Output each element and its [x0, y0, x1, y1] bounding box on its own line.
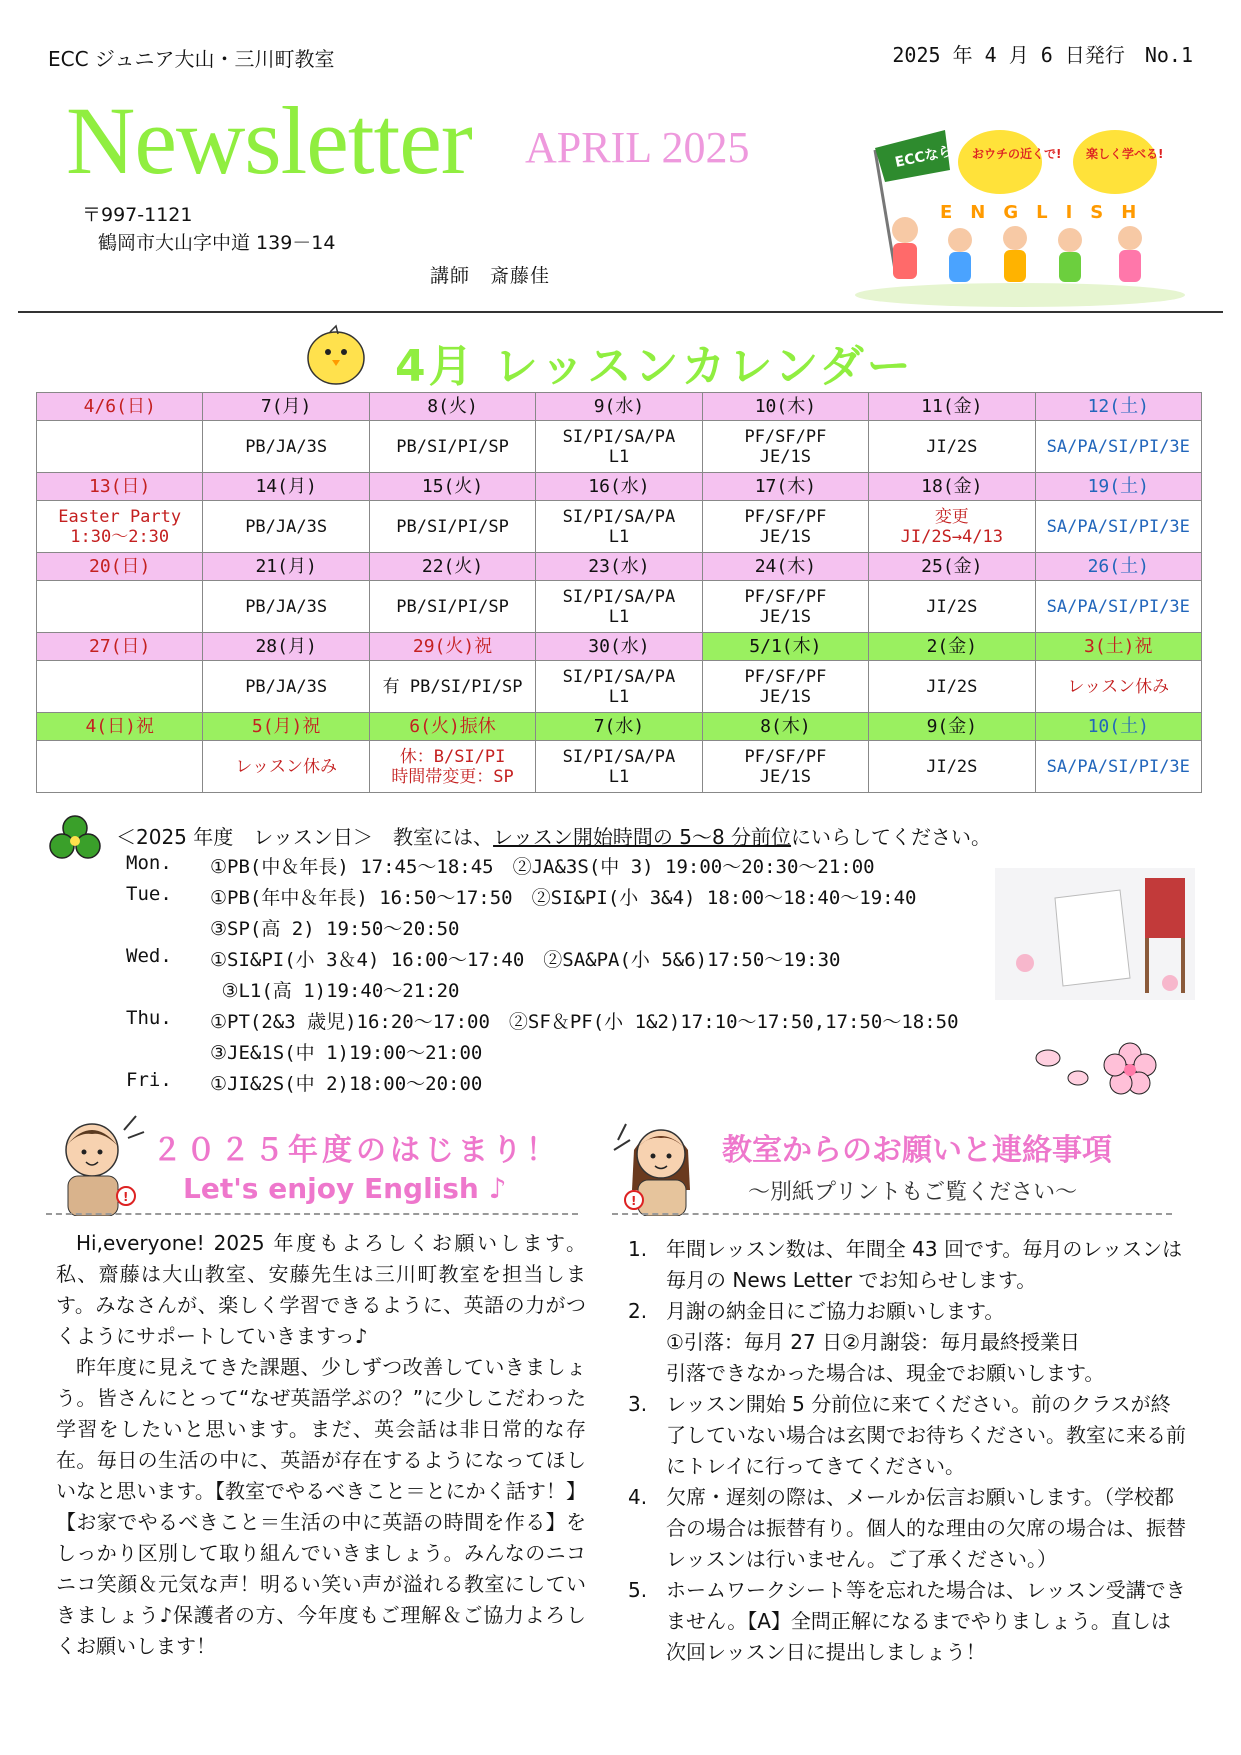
desk-calendar-photo [995, 868, 1195, 1000]
svg-text:!: ! [123, 1190, 129, 1204]
lesson-days-heading [116, 821, 991, 850]
calendar-date-cell: 4(日)祝 [37, 713, 203, 741]
school-name: ECC ジュニア大山・三川町教室 [48, 47, 335, 71]
calendar-date-cell: 2(金) [869, 633, 1035, 661]
girl-teacher-illustration [610, 1110, 716, 1216]
calendar-class-cell: SI/PI/SA/PA L1 [536, 741, 702, 793]
calendar-date-row [37, 553, 1202, 581]
calendar-class-cell: PB/SI/PI/SP [369, 501, 535, 553]
schedule-day: Mon. [126, 852, 172, 874]
kids-illustration [850, 120, 1190, 310]
newsletter-month: APRIL 2025 [525, 123, 750, 172]
bubble-2: 楽しく学べる! [1086, 147, 1164, 161]
postal-code: 〒997-1121 [82, 204, 193, 226]
calendar-class-row [37, 421, 1202, 473]
calendar-class-cell: SI/PI/SA/PA L1 [536, 581, 702, 633]
schedule-row [126, 945, 959, 976]
calendar-class-cell: PF/SF/PF JE/1S [702, 501, 868, 553]
bubble-1: おウチの近くで! [972, 147, 1062, 161]
calendar-date-cell: 10(木) [702, 393, 868, 421]
calendar-class-cell: PF/SF/PF JE/1S [702, 581, 868, 633]
calendar-class-cell [37, 741, 203, 793]
teacher-name: 講師 斎藤佳 [430, 265, 551, 287]
calendar-class-row [37, 501, 1202, 553]
calendar-date-row [37, 713, 1202, 741]
schedule-day [126, 914, 210, 945]
calendar-class-cell: SA/PA/SI/PI/3E [1035, 581, 1201, 633]
schedule-row [126, 883, 959, 914]
calendar-class-cell: PF/SF/PF JE/1S [702, 421, 868, 473]
schedule-row [126, 1069, 959, 1100]
calendar-date-cell: 27(日) [37, 633, 203, 661]
notice-text: 欠席・遅刻の際は、メールか伝言お願いします。（学校都合の場合は振替有り。個人的な理由の欠席の場合は、振替レッスンは行いません。ご了承ください。） [666, 1485, 1186, 1571]
calendar-class-cell: JI/2S [869, 741, 1035, 793]
calendar-date-row [37, 473, 1202, 501]
schedule-times: ①PB(中＆年長) 17:45～18:45 ②JA&3S(中 3) 19:00～20:30～21:00 [210, 856, 875, 878]
calendar-class-row [37, 741, 1202, 793]
notice-text: 月謝の納金日にご協力お願いします。 ①引落：毎月 27 日②月謝袋：毎月最終授業日 引落できなかった場合は、現金でお願いします。 [666, 1299, 1105, 1385]
calendar-class-cell: Easter Party 1:30～2:30 [37, 501, 203, 553]
calendar-date-cell: 6(火)振休 [369, 713, 535, 741]
schedule-day: Thu. [126, 1007, 172, 1029]
schedule-row [126, 976, 959, 1007]
notice-number: 5. [628, 1578, 648, 1602]
calendar-class-cell: SA/PA/SI/PI/3E [1035, 741, 1201, 793]
calendar-date-cell: 28(月) [203, 633, 369, 661]
notice-number: 1. [628, 1237, 648, 1261]
calendar-class-cell: 休：B/SI/PI 時間帯変更：SP [369, 741, 535, 793]
calendar-date-cell: 14(月) [203, 473, 369, 501]
flag-text: ECCなら [893, 143, 954, 171]
schedule-day [126, 976, 210, 1007]
calendar-date-cell: 12(土) [1035, 393, 1201, 421]
calendar-date-cell: 7(月) [203, 393, 369, 421]
schedule-row [126, 1007, 959, 1038]
right-subheading: ～別紙プリントもご覧ください～ [748, 1180, 1078, 1205]
calendar-date-cell: 25(金) [869, 553, 1035, 581]
greeting-paragraph-1: Hi,everyone! 2025 年度もよろしくお願いします。私、齋藤は大山教室、安藤先生は三川町教室を担当します。みなさんが、楽しく学習できるように、英語の力がつくようにサポートしていきますっ♪ [56, 1231, 586, 1348]
notice-number: 3. [628, 1392, 648, 1416]
schedule-row [126, 852, 959, 883]
calendar-date-cell: 15(火) [369, 473, 535, 501]
notice-text: 年間レッスン数は、年間全 43 回です。毎月のレッスンは毎月の News Letter でお知らせします。 [666, 1237, 1183, 1292]
right-heading: 教室からのお願いと連絡事項 [722, 1133, 1112, 1168]
header-divider [18, 311, 1223, 313]
calendar-date-cell: 24(木) [702, 553, 868, 581]
sakura-icon [1030, 1038, 1170, 1102]
calendar-date-cell: 5/1(木) [702, 633, 868, 661]
calendar-class-cell [37, 581, 203, 633]
calendar-date-cell: 8(火) [369, 393, 535, 421]
calendar-class-cell: PB/JA/3S [203, 501, 369, 553]
schedule-row [126, 914, 959, 945]
calendar-class-cell: PB/SI/PI/SP [369, 581, 535, 633]
address: 鶴岡市大山字中道 139－14 [98, 232, 336, 254]
calendar-date-cell: 29(火)祝 [369, 633, 535, 661]
calendar-date-cell: 5(月)祝 [203, 713, 369, 741]
calendar-date-cell: 7(水) [536, 713, 702, 741]
calendar-date-row [37, 393, 1202, 421]
calendar-date-cell: 20(日) [37, 553, 203, 581]
calendar-date-cell: 19(土) [1035, 473, 1201, 501]
left-subheading: Let's enjoy English ♪ [183, 1172, 507, 1205]
calendar-date-row [37, 633, 1202, 661]
issue-date: 2025 年 4 月 6 日発行 No.1 [892, 43, 1193, 67]
schedule-times: ①SI&PI(小 3＆4) 16:00～17:40 ②SA&PA(小 5&6)17:50～19:30 [210, 949, 841, 971]
calendar-date-cell: 3(土)祝 [1035, 633, 1201, 661]
calendar-class-cell: レッスン休み [203, 741, 369, 793]
calendar-date-cell: 9(金) [869, 713, 1035, 741]
calendar-class-cell: PB/JA/3S [203, 421, 369, 473]
calendar-class-cell: SI/PI/SA/PA L1 [536, 661, 702, 713]
calendar-class-cell: 変更 JI/2S→4/13 [869, 501, 1035, 553]
schedule-times: ①PB(年中＆年長) 16:50～17:50 ②SI&PI(小 3&4) 18:00～18:40～19:40 [210, 887, 917, 909]
notice-text: レッスン開始 5 分前位に来てください。前のクラスが終了していない場合は玄関でお待ちください。教室に来る前にトレイに行ってきてください。 [666, 1392, 1186, 1478]
calendar-class-cell: PF/SF/PF JE/1S [702, 741, 868, 793]
right-divider [612, 1213, 1172, 1215]
svg-text:!: ! [631, 1194, 637, 1208]
notice-item [628, 1482, 1188, 1575]
greeting-paragraph-2: 昨年度に見えてきた課題、少しずつ改善していきましょう。皆さんにとって“なぜ英語学ぶの？”に少しこだわった学習をしたいと思います。まだ、英会話は非日常的な存在。毎日の生活の中に、英語が存在するようになってほしいなと思います。【教室でやるべきこと＝とにかく話す！】【お家でやるべきこと＝生活の中に英語の時間を作る】をしっかり区別して取り組んでいきましょう。みんなのニコニコ笑顔＆元気な声！明るい笑い声が溢れる教室にしていきましょう♪保護者の方、今年度もご理解＆ご協力よろしくお願いします！ [56, 1355, 586, 1658]
calendar-date-cell: 22(火) [369, 553, 535, 581]
schedule-day: Wed. [126, 945, 172, 967]
schedule-day: Tue. [126, 883, 172, 905]
chick-icon [300, 322, 372, 388]
left-divider [46, 1213, 578, 1215]
calendar-class-row [37, 581, 1202, 633]
calendar-class-cell: SA/PA/SI/PI/3E [1035, 501, 1201, 553]
calendar-title: 4月 レッスンカレンダー [395, 341, 914, 392]
notice-number: 2. [628, 1299, 648, 1323]
lesson-head-b: レッスン開始時間の 5～8 分前位 [493, 825, 792, 849]
calendar-date-cell: 16(水) [536, 473, 702, 501]
calendar-class-cell: PB/JA/3S [203, 661, 369, 713]
notice-item [628, 1575, 1188, 1668]
calendar-class-cell: PF/SF/PF JE/1S [702, 661, 868, 713]
schedule-times: ①PT(2&3 歳児)16:20～17:00 ②SF＆PF(小 1&2)17:10～17:50,17:50～18:50 [210, 1011, 959, 1033]
calendar-class-cell: SI/PI/SA/PA L1 [536, 501, 702, 553]
schedule-times: ③L1(高 1)19:40～21:20 [210, 980, 460, 1002]
left-heading: ２０２５年度のはじまり！ [152, 1133, 560, 1168]
notice-item [628, 1296, 1188, 1389]
calendar-date-cell: 18(金) [869, 473, 1035, 501]
schedule-day [126, 1038, 210, 1069]
calendar-class-cell: 有 PB/SI/PI/SP [369, 661, 535, 713]
calendar-class-cell: レッスン休み [1035, 661, 1201, 713]
lesson-head-a: ＜2025 年度 レッスン日＞ 教室には、 [116, 825, 494, 849]
lesson-calendar [36, 392, 1202, 793]
calendar-class-cell: SA/PA/SI/PI/3E [1035, 421, 1201, 473]
notice-list [628, 1234, 1188, 1668]
calendar-class-row [37, 661, 1202, 713]
calendar-class-cell: PB/SI/PI/SP [369, 421, 535, 473]
schedule-row [126, 1038, 959, 1069]
calendar-class-cell: JI/2S [869, 421, 1035, 473]
calendar-class-cell: JI/2S [869, 581, 1035, 633]
calendar-date-cell: 10(土) [1035, 713, 1201, 741]
schedule-times: ①JI&2S(中 2)18:00～20:00 [210, 1073, 483, 1095]
calendar-date-cell: 4/6(日) [37, 393, 203, 421]
schedule-day: Fri. [126, 1069, 172, 1091]
newsletter-title: Newsletter [66, 87, 472, 194]
notice-text: ホームワークシート等を忘れた場合は、レッスン受講できません。【A】全問正解になるまでやりましょう。直しは次回レッスン日に提出しましょう！ [666, 1578, 1186, 1664]
calendar-date-cell: 13(日) [37, 473, 203, 501]
english-letters: ENGLISH [940, 202, 1155, 223]
clover-icon [46, 812, 104, 870]
calendar-date-cell: 9(水) [536, 393, 702, 421]
schedule-times: ③SP(高 2) 19:50～20:50 [210, 918, 460, 940]
calendar-date-cell: 26(土) [1035, 553, 1201, 581]
calendar-date-cell: 8(木) [702, 713, 868, 741]
schedule-times: ③JE&1S(中 1)19:00～21:00 [210, 1042, 483, 1064]
greeting-text [56, 1228, 586, 1662]
calendar-date-cell: 21(月) [203, 553, 369, 581]
notice-item [628, 1234, 1188, 1296]
calendar-class-cell: SI/PI/SA/PA L1 [536, 421, 702, 473]
calendar-date-cell: 11(金) [869, 393, 1035, 421]
calendar-class-cell [37, 661, 203, 713]
calendar-class-cell [37, 421, 203, 473]
lesson-head-c: にいらしてください。 [791, 825, 992, 849]
calendar-class-cell: JI/2S [869, 661, 1035, 713]
notice-item [628, 1389, 1188, 1482]
boy-teacher-illustration [44, 1110, 150, 1216]
calendar-date-cell: 30(水) [536, 633, 702, 661]
calendar-date-cell: 17(木) [702, 473, 868, 501]
calendar-class-cell: PB/JA/3S [203, 581, 369, 633]
calendar-date-cell: 23(水) [536, 553, 702, 581]
lesson-schedule [126, 852, 959, 1100]
notice-number: 4. [628, 1485, 648, 1509]
